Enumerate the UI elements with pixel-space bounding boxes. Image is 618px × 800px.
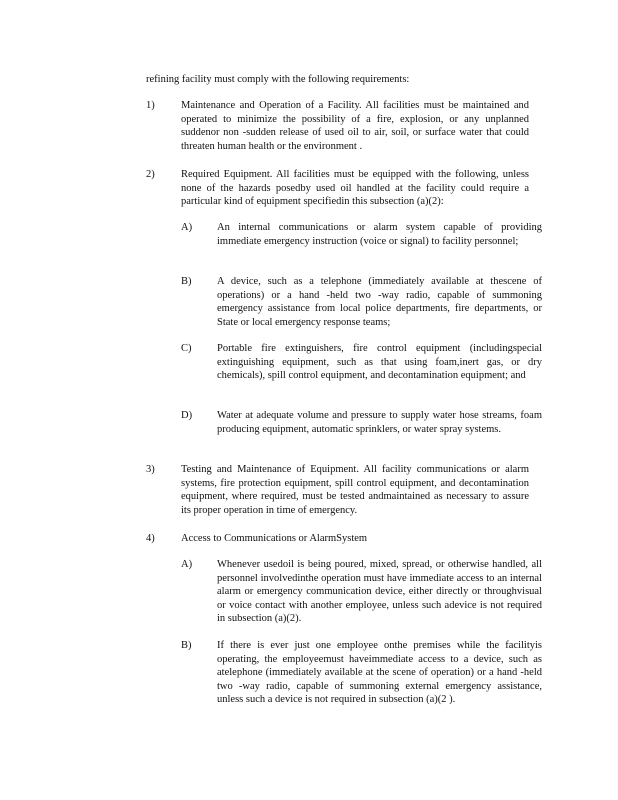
subitem-letter: C) — [181, 343, 192, 354]
subitem-letter: B) — [181, 276, 192, 287]
subitem-text: Whenever usedoil is being poured, mixed, spread, or otherwise handled, all personnel involvedinthe operation must have immediate access to an internal alarm or emergency communication device, either directly or throughvisual or voice contact with another employee, unless such adevice is not required in subsection (a)(2). — [217, 559, 542, 624]
subitem-text: A device, such as a telephone (immediately available at thescene of operations) or a hand -held two -way radio, capable of summoning emergency assistance from local police departments, fire departments, or State or local emergency response teams; — [217, 276, 542, 328]
subitem-letter: B) — [181, 640, 192, 651]
item-number: 3) — [146, 464, 155, 475]
item-number: 2) — [146, 169, 155, 180]
item-number: 1) — [146, 100, 155, 111]
subitem-text: Portable fire extinguishers, fire control equipment (includingspecial extinguishing equipment, such as that using foam,inert gas, or dry chemicals), spill control equipment, and decontamination equipment; and — [217, 343, 542, 381]
subitem-letter: A) — [181, 559, 193, 570]
intro-text: refining facility must comply with the following requirements: — [146, 74, 410, 85]
subitem-letter: D) — [181, 410, 193, 421]
item-text: Access to Communications or AlarmSystem — [181, 533, 368, 544]
item-text: Maintenance and Operation of a Facility. All facilities must be maintained and operated to minimize the possibility of a fire, explosion, or any unplanned suddenor non -sudden release of used oil to air, soil, or surface water that could threaten human health or the environment . — [181, 100, 529, 152]
subitem-text: If there is ever just one employee onthe premises while the facilityis operating, the employeemust haveimmediate access to a device, such as atelephone (immediately available at the scene of operation) or a hand -held two -way radio, capable of summoning external emergency assistance, unless such a device is not required in subsection (a)(2 ). — [217, 640, 542, 705]
subitem-text: Water at adequate volume and pressure to supply water hose streams, foam producing equipment, automatic sprinklers, or water spray systems. — [217, 410, 542, 435]
subitem-letter: A) — [181, 222, 193, 233]
subitem-text: An internal communications or alarm system capable of providing immediate emergency instruction (voice or signal) to facility personnel; — [217, 222, 542, 247]
item-text: Testing and Maintenance of Equipment. All facility communications or alarm systems, fire protection equipment, spill control equipment, and decontamination equipment, where required, must be tested andmaintained as necessary to assure its proper operation in time of emergency. — [181, 464, 529, 516]
item-number: 4) — [146, 533, 155, 544]
item-text: Required Equipment. All facilities must be equipped with the following, unless none of the hazards posedby used oil handled at the facility could require a particular kind of equipment specifiedin this subsection (a)(2): — [181, 169, 529, 207]
